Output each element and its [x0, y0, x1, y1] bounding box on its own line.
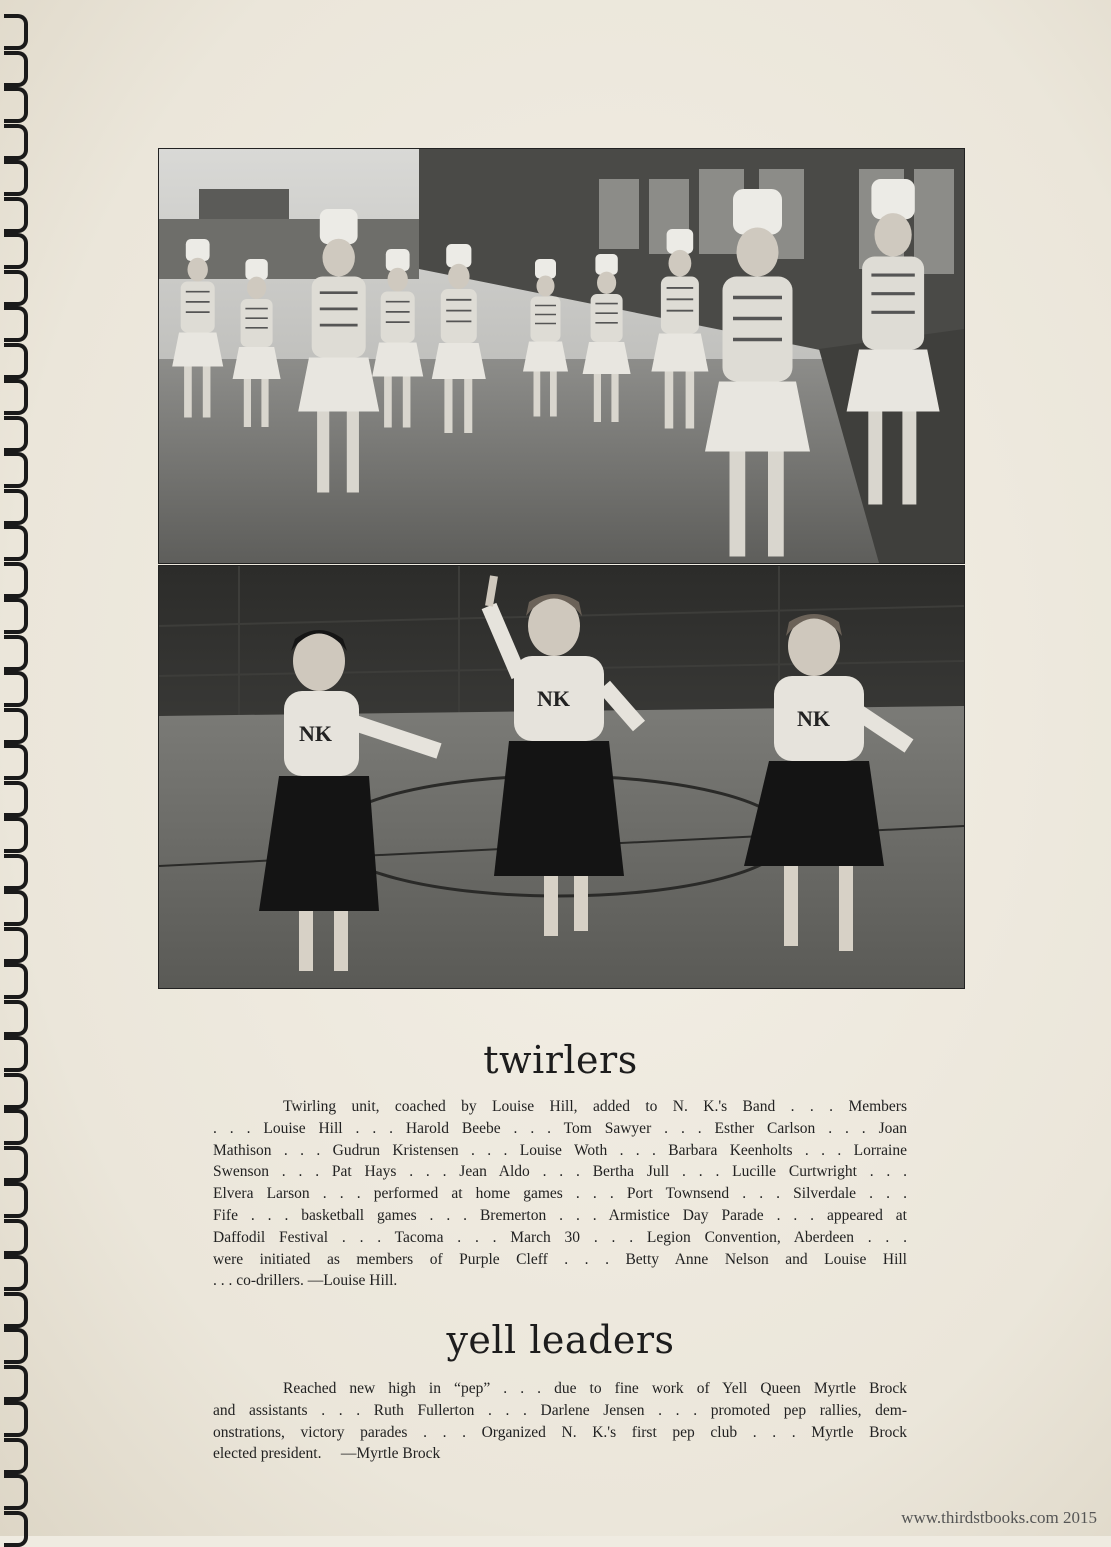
binding-ring — [4, 1511, 28, 1547]
yell-leaders-heading: yell leaders — [446, 1318, 675, 1362]
binding-ring — [4, 452, 28, 488]
binding-ring — [4, 1219, 28, 1255]
binding-ring — [4, 562, 28, 598]
twirlers-photo-image — [159, 149, 964, 563]
binding-ring — [4, 635, 28, 671]
watermark: www.thirdstbooks.com 2015 — [901, 1508, 1097, 1527]
binding-ring — [4, 890, 28, 926]
binding-ring — [4, 379, 28, 415]
yell-leaders-photo — [158, 565, 965, 989]
binding-ring — [4, 1438, 28, 1474]
binding-ring — [4, 963, 28, 999]
binding-ring — [4, 160, 28, 196]
binding-ring — [4, 1255, 28, 1291]
twirlers-line: Elvera Larson . . . performed at home games . . . Port Townsend . . . Silverdale . . . — [213, 1185, 907, 1203]
binding-ring — [4, 927, 28, 963]
binding-ring — [4, 671, 28, 707]
twirlers-line: . . . co-drillers. —Louise Hill. — [213, 1272, 398, 1290]
yell-line: Reached new high in “pep” . . . due to fine work of Yell Queen Myrtle Brock — [283, 1380, 907, 1397]
svg-text:NK: NK — [797, 706, 830, 731]
yell-line: onstrations, victory parades . . . Organized N. K.'s first pep club . . . Myrtle Brock — [213, 1423, 907, 1441]
binding-ring — [4, 781, 28, 817]
yell-line: and assistants . . . Ruth Fullerton . . . Darlene Jensen . . . promoted pep rallies, dem- — [213, 1401, 907, 1419]
yell-leaders-paragraph — [213, 1378, 907, 1465]
binding-ring — [4, 489, 28, 525]
binding-ring — [4, 1182, 28, 1218]
binding-ring — [4, 525, 28, 561]
twirlers-line: Mathison . . . Gudrun Kristensen . . . Louise Woth . . . Barbara Keenholts . . . Lorraine — [213, 1141, 907, 1159]
binding-ring — [4, 343, 28, 379]
twirlers-photo — [158, 148, 965, 564]
binding-ring — [4, 1109, 28, 1145]
twirlers-line: . . . Louise Hill . . . Harold Beebe . . . Tom Sawyer . . . Esther Carlson . . . Joan — [213, 1119, 907, 1137]
binding-ring — [4, 1365, 28, 1401]
binding-ring — [4, 416, 28, 452]
twirlers-line: Twirling unit, coached by Louise Hill, added to N. K.'s Band . . . Members — [283, 1098, 907, 1115]
binding-ring — [4, 306, 28, 342]
binding-ring — [4, 124, 28, 160]
svg-text:NK: NK — [299, 721, 332, 746]
binding-ring — [4, 744, 28, 780]
binding-ring — [4, 1401, 28, 1437]
binding-ring — [4, 14, 28, 50]
binding-ring — [4, 1146, 28, 1182]
binding-ring — [4, 233, 28, 269]
twirlers-paragraph — [213, 1096, 907, 1292]
binding-ring — [4, 598, 28, 634]
twirlers-line: were initiated as members of Purple Cleff . . . Betty Anne Nelson and Louise Hill — [213, 1250, 907, 1268]
binding-ring — [4, 51, 28, 87]
twirlers-line: Fife . . . basketball games . . . Bremerton . . . Armistice Day Parade . . . appeared at — [213, 1206, 907, 1224]
svg-text:NK: NK — [537, 686, 570, 711]
twirlers-line: Daffodil Festival . . . Tacoma . . . March 30 . . . Legion Convention, Aberdeen . . . — [213, 1228, 907, 1246]
binding-ring — [4, 197, 28, 233]
spiral-binding — [0, 0, 34, 1536]
twirlers-heading: twirlers — [483, 1038, 638, 1082]
binding-ring — [4, 87, 28, 123]
binding-ring — [4, 270, 28, 306]
binding-ring — [4, 1474, 28, 1510]
yell-line: elected president. —Myrtle Brock — [213, 1445, 441, 1463]
binding-ring — [4, 817, 28, 853]
binding-ring — [4, 1000, 28, 1036]
yell-leaders-photo-image — [159, 566, 964, 988]
twirlers-line: Swenson . . . Pat Hays . . . Jean Aldo . . . Bertha Jull . . . Lucille Curtwright . . . — [213, 1163, 907, 1181]
binding-ring — [4, 854, 28, 890]
binding-ring — [4, 708, 28, 744]
